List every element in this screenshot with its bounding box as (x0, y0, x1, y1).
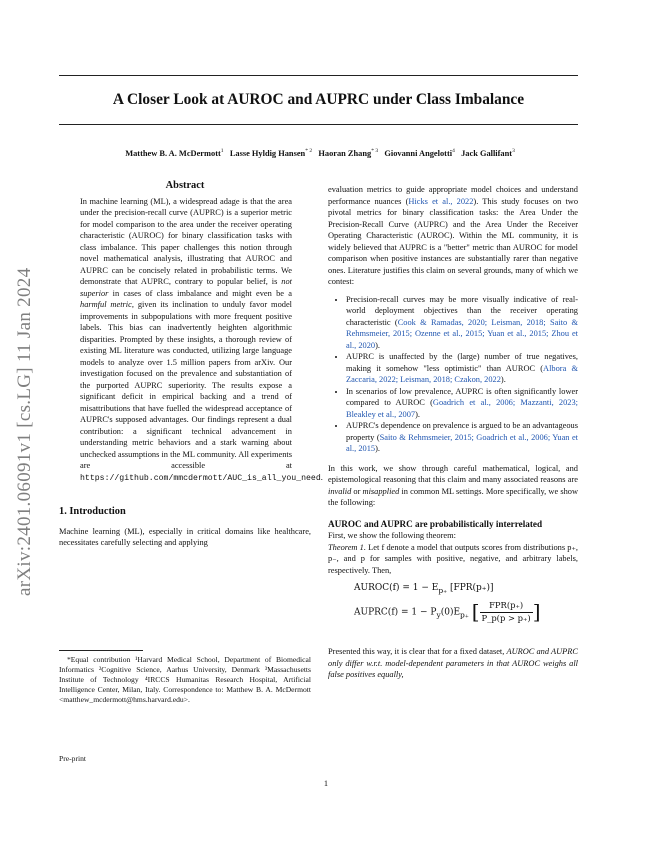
author-mark: * 2 (305, 148, 313, 154)
body-text: In this work, we show through careful mathematical, logical, and epistemological reasoning that this claim and many associated reasons are (328, 463, 578, 484)
section-intro: First, we show the following theorem: (328, 531, 456, 540)
body-paragraph (328, 184, 578, 288)
list-item-text: ). (500, 375, 506, 384)
author-mark: * 3 (371, 148, 379, 154)
fraction-denominator: P_p(p > p₊) (481, 612, 531, 623)
body-text: ). This study focuses on two pivotal metrics for binary classification tasks: the Area Under the Precision-Recall Curve (AUPRC) and the Area Under the Receiver Operating Characteristic (AUROC). Within the ML community, it is widely believed that AUPRC is a "better" metric than AUROC for model comparison when positive instances are substantially rarer than negative ones. Literature justifies this claim on several grounds, many of which we contest: (328, 196, 579, 286)
author-name: Jack Gallifant (461, 148, 513, 158)
list-item (346, 386, 578, 421)
author-name: Lasse Hyldig Hansen (229, 148, 306, 158)
equation-subscript: p₊ (460, 610, 469, 620)
equation-bracket: ] (532, 599, 541, 624)
equation-text: AUROC(f) = 1 − E (354, 583, 439, 593)
footnote-text: *Equal contribution ¹Harvard Medical School, Department of Biomedical Informatics ²Cognitive Science, Aarhus University, Denmark ³Massachusetts Institute of Technology ⁴IRCCS Humanitas Research Hospital, Artificial Intelligence Center, Milan, Italy. Correspondence to: Matthew B. A. McDermott <matthew_mcdermott@hms.harvard.edu>. (59, 655, 311, 704)
footnotes (59, 650, 311, 705)
equation-fraction (480, 600, 533, 624)
equation-auroc (354, 583, 578, 596)
list-item-text: In scenarios of low prevalence, AUPRC is often significantly lower compared to AUROC ( (346, 386, 578, 407)
list-item-text: ). (375, 340, 380, 350)
list-item-text: AUPRC is unaffected by the (large) number of true negatives, making it somehow "less optimistic" than AUROC ( (346, 352, 578, 373)
section-heading: AUROC and AUPRC are probabilistically interrelated (328, 518, 543, 529)
author-name: Giovanni Angelotti (384, 148, 453, 158)
equation-text: AUPRC(f) = 1 − P (354, 607, 437, 618)
equation-subscript: p₊ (438, 585, 448, 595)
citation-link[interactable]: Goadrich et al., 2006; Mazzanti, 2023; Bleakley et al., 2007 (346, 398, 578, 419)
author-mark: 1 (220, 148, 224, 154)
author-list (40, 148, 600, 158)
page-number: 1 (323, 779, 329, 788)
body-emphasis: invalid (328, 486, 352, 496)
theorem-text: Let f denote a model that outputs scores from distributions p₊, p₋, and p for samples with positive, negative, and arbitrary labels, respectively. Then, (328, 542, 578, 575)
citation-link[interactable]: Hicks et al., 2022 (408, 196, 474, 206)
title-rule-top (59, 75, 578, 76)
left-column (59, 180, 323, 549)
equation-bracket: [ (471, 599, 480, 624)
body-text: in common ML settings. More specifically, we show the following: (328, 486, 578, 507)
abstract-text: , given its inclination to unduly favor model improvements in subpopulations with more frequent positive labels. This bias can inadvertently heighten algorithmic disparities. Prompted by these insights, a thorough review of existing ML literature was conducted, utilizing large language models to analyze over 1.5 million papers from arXiv. Our investigation focused on the prevalence and substantiation of the purported AUPRC superiority. The results expose a significant deficit in empirical backing and a trend of misattributions that have fuelled the widespread acceptance of AUPRC's supposed advantages. Our findings represent a dual contribution: a significant technical advancement in understanding metric behaviors and a stark warning about unchecked assumptions in the ML community. All experiments are accessible at (80, 300, 292, 470)
footnote-rule (59, 650, 143, 651)
body-emphasis: misapplied (362, 486, 400, 496)
abstract-body (80, 196, 323, 485)
fraction-numerator: FPR(p₊) (480, 600, 533, 613)
body-text: evaluation metrics to guide appropriate model choices and understand performance nuances ( (328, 185, 578, 206)
abstract-heading: Abstract (165, 180, 205, 191)
list-item-text: ). (375, 444, 380, 453)
theorem-label: Theorem 1. (328, 542, 366, 552)
equation-text: [FPR(p₊)] (447, 583, 494, 593)
introduction-heading: 1. Introduction (59, 506, 126, 517)
list-item-text: ). (415, 409, 420, 419)
abstract-emphasis: harmful metric (80, 300, 132, 309)
theorem-statement (328, 542, 578, 577)
citation-link[interactable]: Cook & Ramadas, 2020; Leisman, 2018; Saito & Rehmsmeier, 2015; Ozenne et al., 2015; Yuan et al., 2015; Zhou et al., 2020 (346, 317, 578, 350)
body-paragraph (328, 463, 578, 509)
citation-link[interactable]: Albora & Zaccaria, 2022; Leisman, 2018; Czakon, 2022 (346, 363, 578, 384)
title-rule-bottom (59, 124, 578, 125)
list-item-text: AUPRC's dependence on prevalence is argued to be an advantageous property ( (346, 421, 578, 442)
body-paragraph (328, 646, 578, 681)
body-text: Presented this way, it is clear that for a fixed dataset, (328, 647, 507, 657)
abstract-text: in cases of class imbalance and might even be a (108, 288, 292, 298)
author-name: Matthew B. A. McDermott (125, 148, 221, 158)
author-name: Haoran Zhang (318, 148, 372, 158)
list-item (346, 420, 578, 455)
introduction-text: Machine learning (ML), especially in critical domains like healthcare, necessitates carefully selecting and applying (59, 526, 311, 547)
body-text: or (351, 486, 363, 496)
citation-link[interactable]: Saito & Rehmsmeier, 2015; Goadrich et al., 2006; Yuan et al., 2015 (346, 432, 578, 453)
list-item-text: Precision-recall curves may be more visually indicative of real-world deployment objectives than the receiver operating characteristic ( (346, 294, 578, 327)
abstract-text: . (320, 472, 323, 482)
repository-link[interactable]: https://github.com/mmcdermott/AUC_is_all_you_need (80, 473, 321, 483)
author-mark: 4 (452, 148, 455, 154)
claims-list (328, 294, 578, 455)
arxiv-identifier: arXiv:2401.06091v1 [cs.LG] 11 Jan 2024 (14, 267, 35, 596)
preprint-label: Pre-print (59, 754, 86, 763)
equation-subscript: y (436, 610, 441, 620)
paper-title: A Closer Look at AUROC and AUPRC under Class Imbalance (112, 91, 525, 108)
abstract-text: In machine learning (ML), a widespread adage is that the area under the precision-recall curve (AUPRC) is a superior metric for model comparison to the area under the receiver operating characteristic (AUROC) for binary classification tasks with class imbalance. This paper challenges this notion through novel mathematical analysis, illustrating that AUROC and AUPRC can be concisely related in probabilistic terms. We demonstrate that AUPRC, contrary to popular belief, is (80, 196, 292, 286)
right-column (328, 184, 578, 681)
body-emphasis: AUROC and AUPRC only differ w.r.t. model-dependent parameters in that AUROC weighs all false positives equally, (328, 647, 578, 680)
equation-auprc (354, 600, 578, 624)
abstract-emphasis: not superior (80, 277, 292, 298)
list-item (346, 294, 578, 352)
author-mark: 3 (512, 148, 515, 154)
equation-text: (0)E (440, 607, 461, 618)
list-item (346, 351, 578, 386)
